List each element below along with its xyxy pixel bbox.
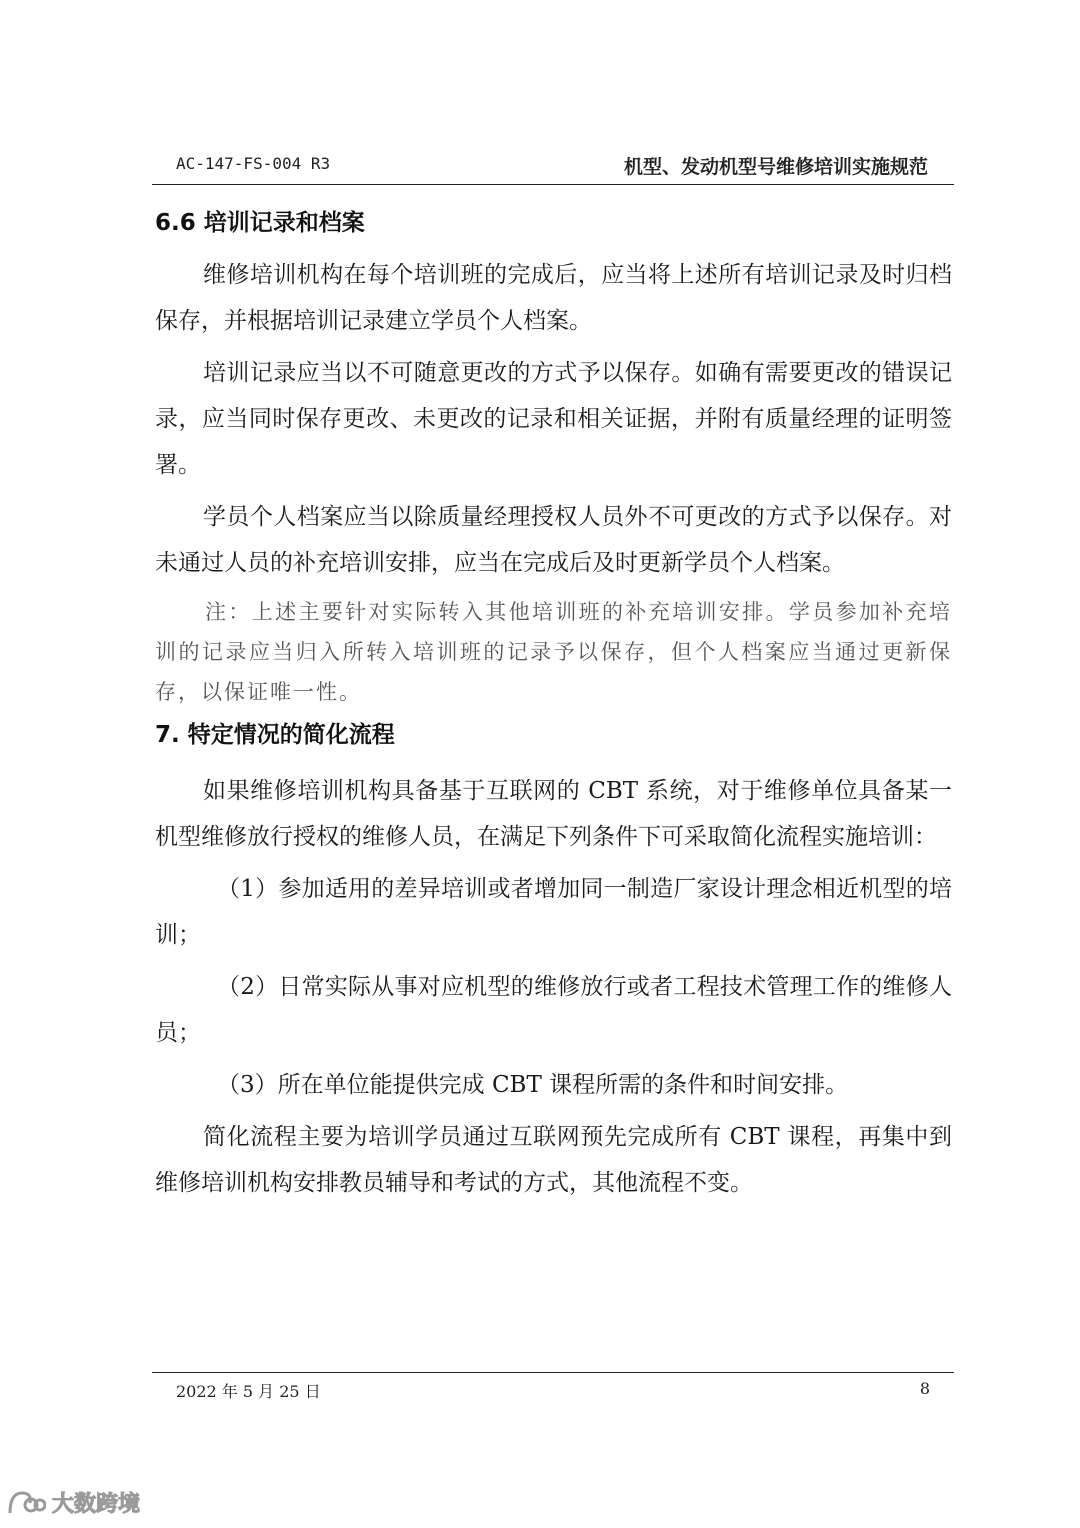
page-footer <box>152 1372 954 1409</box>
page-number: 8 <box>919 1379 930 1398</box>
page-header <box>152 152 954 185</box>
list-item: （1）参加适用的差异培训或者增加同一制造厂家设计理念相近机型的培训； <box>155 876 952 948</box>
paragraph: 学员个人档案应当以除质量经理授权人员外不可更改的方式予以保存。对未通过人员的补充培训安排，应当在完成后及时更新学员个人档案。 <box>155 504 952 576</box>
list-item: （2）日常实际从事对应机型的维修放行或者工程技术管理工作的维修人员； <box>155 974 952 1046</box>
footer-date: 2022 年 5 月 25 日 <box>176 1382 321 1401</box>
paragraph: 简化流程主要为培训学员通过互联网预先完成所有 CBT 课程，再集中到维修培训机构安排教员辅导和考试的方式，其他流程不变。 <box>155 1124 952 1196</box>
watermark-logo-icon <box>6 1487 46 1517</box>
page-content <box>155 200 952 1206</box>
note-paragraph: 注：上述主要针对实际转入其他培训班的补充培训安排。学员参加补充培训的记录应当归入所转入培训班的记录予以保存，但个人档案应当通过更新保存，以保证唯一性。 <box>155 600 952 704</box>
list-item: （3）所在单位能提供完成 CBT 课程所需的条件和时间安排。 <box>217 1072 849 1098</box>
section-heading-6-6: 6.6 培训记录和档案 <box>155 210 365 236</box>
document-title: 机型、发动机型号维修培训实施规范 <box>623 156 928 178</box>
watermark-text: 大数跨境 <box>52 1491 141 1517</box>
paragraph: 培训记录应当以不可随意更改的方式予以保存。如确有需要更改的错误记录，应当同时保存更改、未更改的记录和相关证据，并附有质量经理的证明签署。 <box>155 360 952 478</box>
paragraph: 维修培训机构在每个培训班的完成后，应当将上述所有培训记录及时归档保存，并根据培训记录建立学员个人档案。 <box>155 262 952 334</box>
paragraph: 如果维修培训机构具备基于互联网的 CBT 系统，对于维修单位具备某一机型维修放行授权的维修人员，在满足下列条件下可采取简化流程实施培训： <box>155 778 952 850</box>
section-heading-7: 7. 特定情况的简化流程 <box>155 722 395 748</box>
watermark <box>6 1484 140 1520</box>
document-id: AC-147-FS-004 R3 <box>176 154 331 173</box>
